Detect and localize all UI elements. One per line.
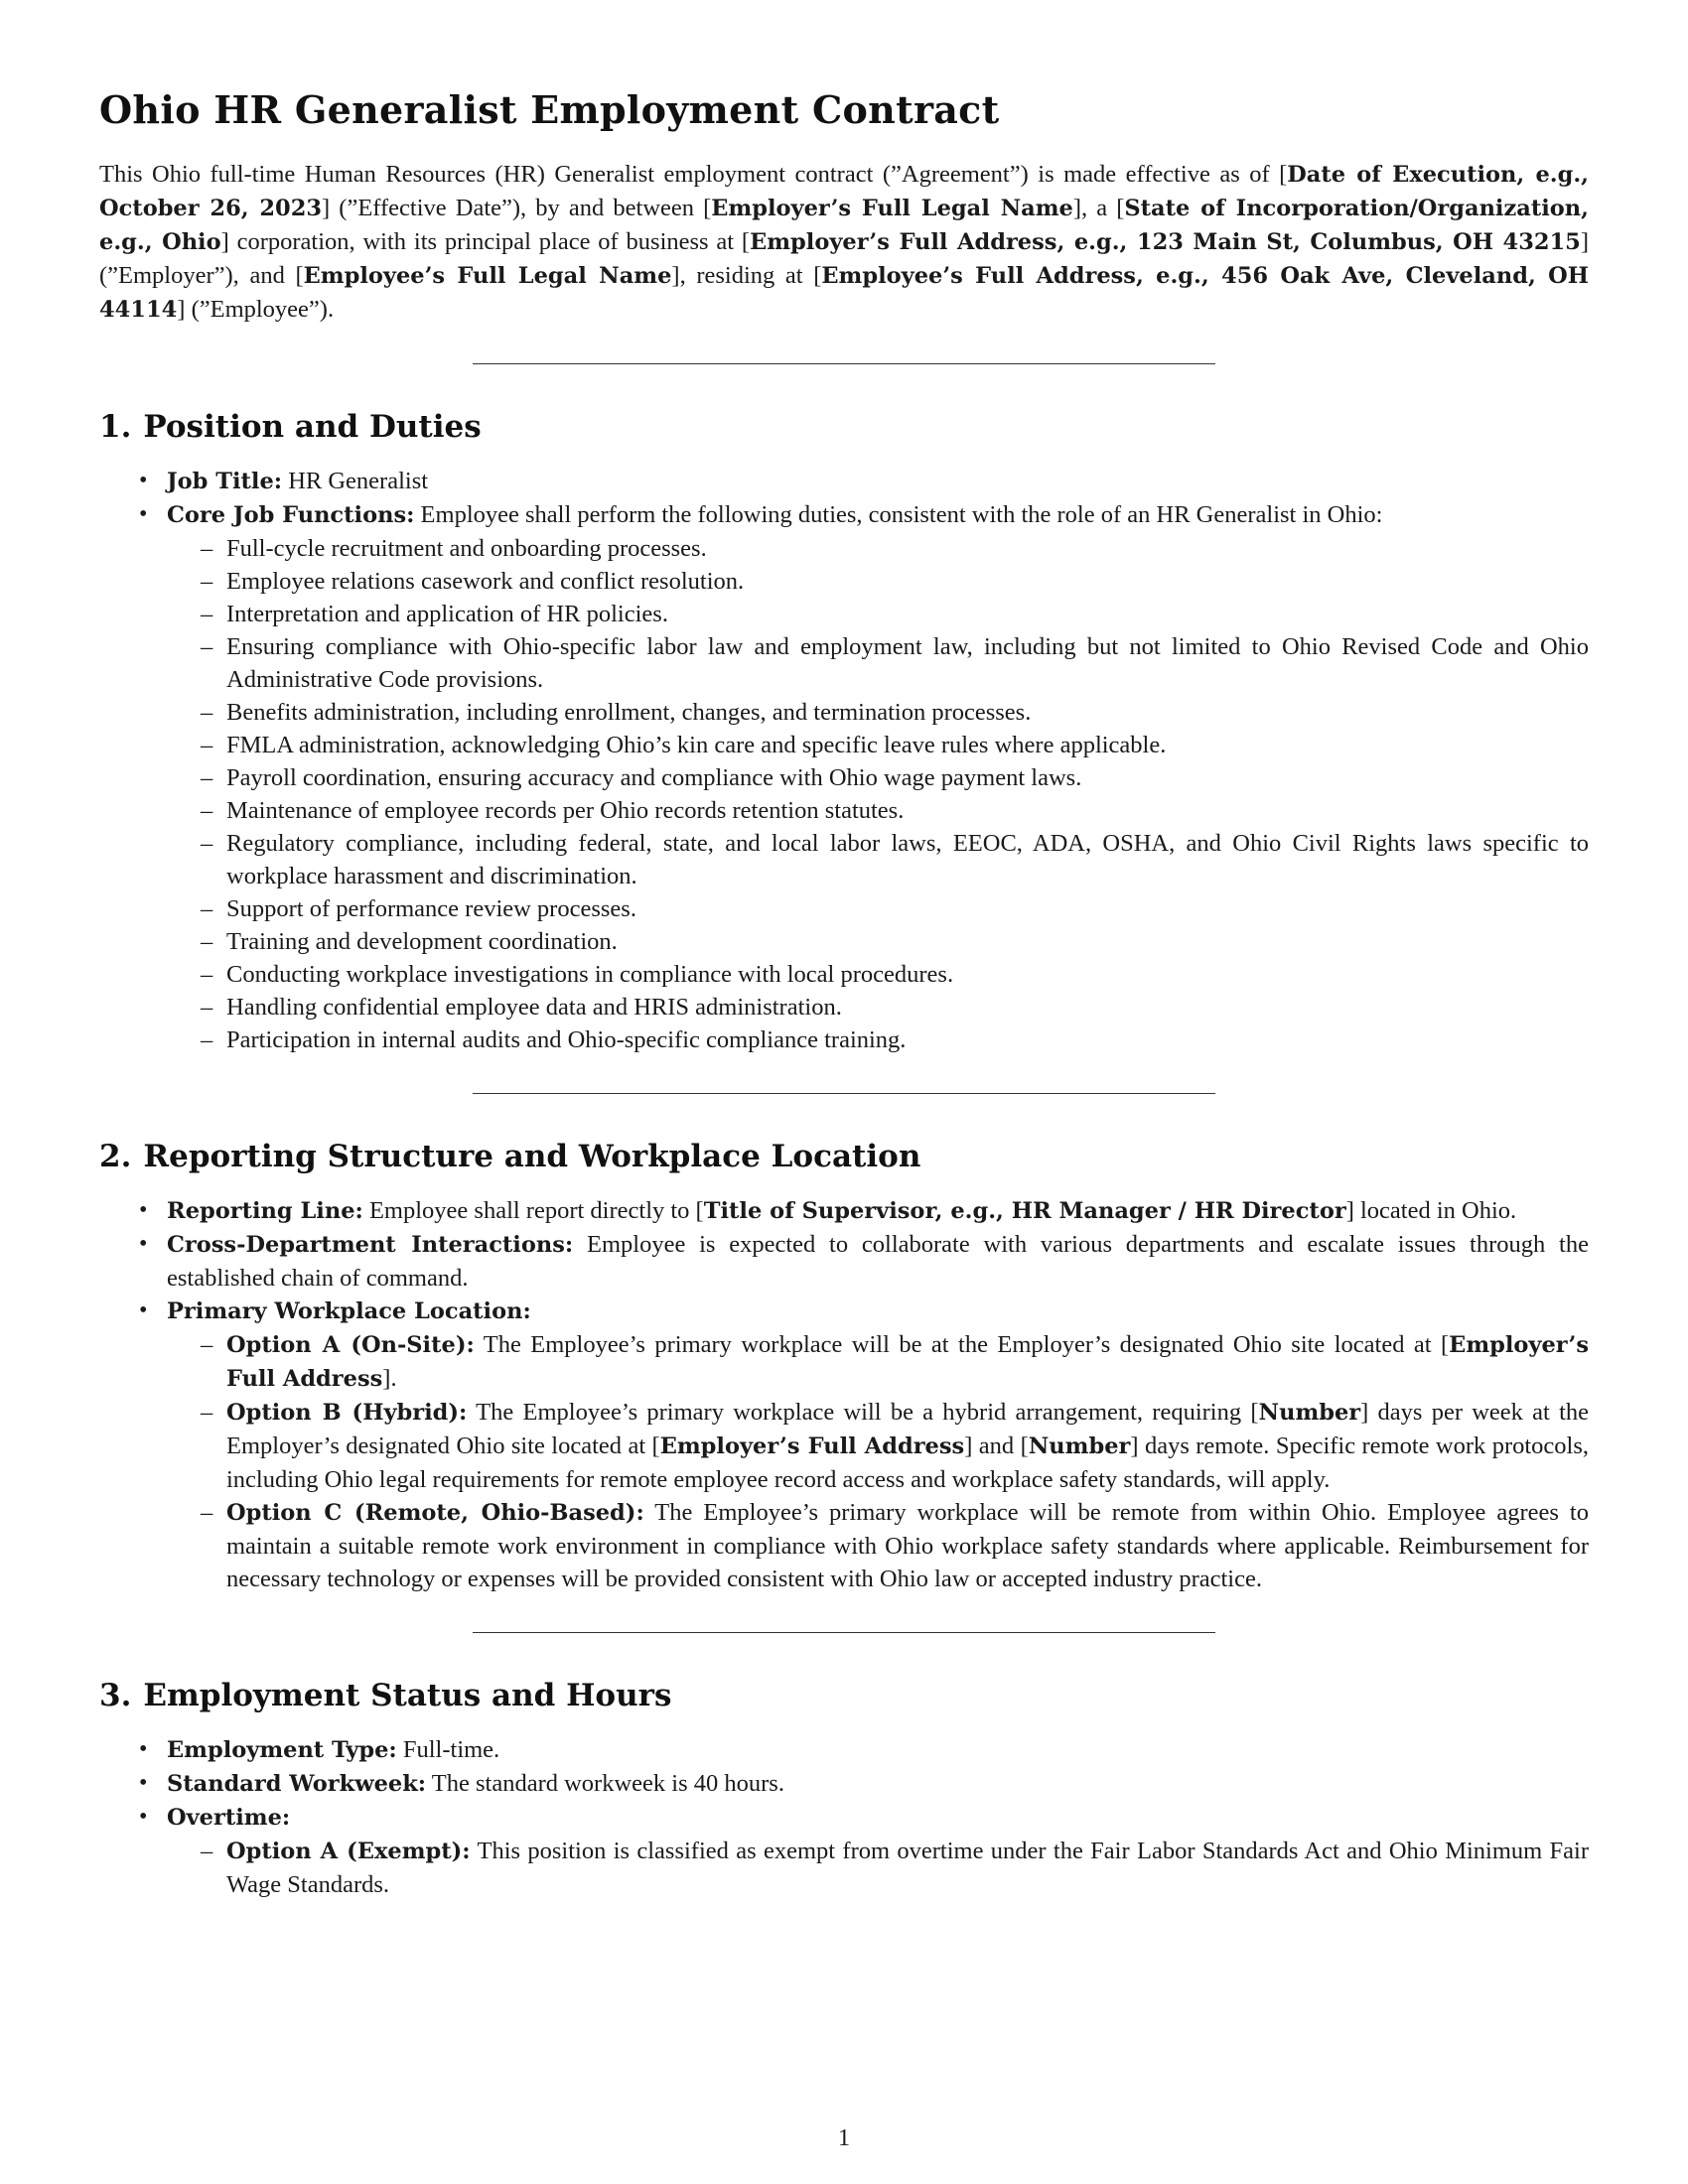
list-item — [99, 1733, 1589, 1767]
duty-item: – Training and development coordination. — [167, 925, 1589, 958]
placeholder-employer-address: Employer’s Full Address, e.g., 123 Main St, Columbus, OH 43215 — [750, 229, 1581, 255]
option-text: ] and [ — [964, 1433, 1029, 1459]
section-number: 2. — [99, 1139, 132, 1174]
item-text: Employee shall report directly to [ — [362, 1197, 704, 1224]
placeholder-employee-address: Employee’s Full Address, e.g., 456 Oak Ave, Cleveland, OH 44114 — [99, 263, 1589, 323]
item-label: Standard Workweek: — [167, 1771, 427, 1797]
section-title: Reporting Structure and Workplace Location — [143, 1139, 921, 1174]
duty-item: – Payroll coordination, ensuring accuracy and compliance with Ohio wage payment laws. — [167, 761, 1589, 794]
duty-item: – Participation in internal audits and Ohio-specific compliance training. — [167, 1024, 1589, 1056]
section-number: 3. — [99, 1678, 132, 1713]
section-number: 1. — [99, 409, 132, 445]
option-label: Option A (Exempt): — [226, 1839, 471, 1864]
page-number: 1 — [837, 2124, 851, 2151]
item-label: Job Title: — [167, 469, 283, 494]
item-text: Full-time. — [396, 1736, 500, 1763]
placeholder-state: State of Incorporation/Organization, e.g., Ohio — [99, 196, 1589, 255]
duty-item: – FMLA administration, acknowledging Ohio’s kin care and specific leave rules where applicable. — [167, 729, 1589, 761]
placeholder-address: Employer’s Full Address — [226, 1332, 1589, 1392]
overtime-options-list — [167, 1835, 1589, 1901]
option-item — [167, 1396, 1589, 1496]
item-label: Reporting Line: — [167, 1198, 363, 1224]
intro-text: ] (”Effective Date”), by and between [ — [322, 195, 712, 221]
intro-text: This Ohio full-time Human Resources (HR) Generalist employment contract (”Agreement”) is made effective as of [ — [99, 161, 1288, 188]
duty-item: – Handling confidential employee data and HRIS administration. — [167, 991, 1589, 1024]
duties-list — [167, 532, 1589, 1056]
placeholder-employer-name: Employer’s Full Legal Name — [711, 196, 1073, 221]
item-label: Cross-Department Interactions: — [167, 1232, 574, 1258]
item-text: HR Generalist — [282, 468, 429, 494]
placeholder-address: Employer’s Full Address — [659, 1433, 965, 1459]
list-item — [99, 1801, 1589, 1901]
section-2-list — [99, 1194, 1589, 1595]
option-item — [167, 1835, 1589, 1901]
item-label: Overtime: — [167, 1805, 291, 1831]
option-text: This position is classified as exempt from overtime under the Fair Labor Standards Act and Ohio Minimum Fair Wage Standards. — [226, 1838, 1590, 1898]
list-item — [99, 1194, 1589, 1228]
item-text: Employee is expected to collaborate with various departments and escalate issues through the established chain of command. — [167, 1231, 1589, 1292]
section-heading-1 — [99, 409, 1589, 445]
duty-item: – Maintenance of employee records per Ohio records retention statutes. — [167, 794, 1589, 827]
duty-item: – Conducting workplace investigations in compliance with local procedures. — [167, 958, 1589, 991]
list-item — [99, 1228, 1589, 1295]
duty-item: – Full-cycle recruitment and onboarding processes. — [167, 532, 1589, 565]
section-3-list — [99, 1733, 1589, 1901]
duty-item: – Ensuring compliance with Ohio-specific labor law and employment law, including but not limited to Ohio Revised Code and Ohio Administrative Code provisions. — [167, 630, 1589, 696]
option-label: Option C (Remote, Ohio-Based): — [226, 1500, 644, 1526]
section-heading-2 — [99, 1139, 1589, 1174]
item-text: Employee shall perform the following duties, consistent with the role of an HR Generalist in Ohio: — [414, 501, 1383, 528]
option-text: ] days remote. Specific remote work protocols, including Ohio legal requirements for remote employee record access and workplace safety standards, will apply. — [226, 1433, 1589, 1493]
section-heading-3 — [99, 1678, 1589, 1713]
option-item — [167, 1328, 1589, 1396]
option-text: The Employee’s primary workplace will be at the Employer’s designated Ohio site located at [ — [474, 1331, 1450, 1358]
placeholder-employee-name: Employee’s Full Legal Name — [303, 263, 672, 289]
item-text: ] located in Ohio. — [1345, 1197, 1517, 1224]
duty-item: – Regulatory compliance, including federal, state, and local labor laws, EEOC, ADA, OSHA, and Ohio Civil Rights laws specific to workplace harassment and discrimination. — [167, 827, 1589, 892]
placeholder-number: Number — [1258, 1400, 1361, 1426]
intro-text: ], residing at [ — [671, 262, 822, 289]
item-text: The standard workweek is 40 hours. — [426, 1770, 784, 1797]
option-text: The Employee’s primary workplace will be remote from within Ohio. Employee agrees to maintain a suitable remote work environment in compliance with Ohio workplace safety standards where applicable. Reimbursement for necessary technology or expenses will be provided consistent with Ohio law or accepted industry practice. — [226, 1499, 1589, 1592]
section-1-list — [99, 465, 1589, 1056]
option-text: ] days per week at the Employer’s designated Ohio site located at [ — [226, 1399, 1590, 1459]
option-label: Option B (Hybrid): — [226, 1400, 468, 1426]
intro-text: ] (”Employer”), and [ — [99, 228, 1589, 289]
intro-text: ] (”Employee”). — [177, 296, 335, 323]
document-page — [99, 87, 1589, 1901]
item-label: Core Job Functions: — [167, 502, 415, 528]
duty-item: – Interpretation and application of HR policies. — [167, 598, 1589, 630]
item-label: Employment Type: — [167, 1737, 397, 1763]
list-item — [99, 1767, 1589, 1801]
option-text: The Employee’s primary workplace will be a hybrid arrangement, requiring [ — [467, 1399, 1259, 1426]
list-item — [99, 498, 1589, 1056]
section-divider — [473, 1093, 1215, 1094]
section-title: Employment Status and Hours — [143, 1678, 672, 1713]
section-divider — [473, 363, 1215, 364]
duty-item: – Benefits administration, including enrollment, changes, and termination processes. — [167, 696, 1589, 729]
placeholder-date: Date of Execution, e.g., October 26, 2023 — [99, 162, 1589, 221]
option-text: ]. — [382, 1365, 397, 1392]
option-label: Option A (On-Site): — [226, 1332, 475, 1358]
intro-text: ] corporation, with its principal place of business at [ — [220, 228, 751, 255]
placeholder-number: Number — [1028, 1433, 1131, 1459]
list-item — [99, 465, 1589, 498]
item-label: Primary Workplace Location: — [167, 1298, 531, 1324]
section-title: Position and Duties — [143, 409, 482, 445]
placeholder-supervisor: Title of Supervisor, e.g., HR Manager / HR Director — [703, 1198, 1346, 1224]
location-options-list — [167, 1328, 1589, 1595]
duty-item: – Employee relations casework and conflict resolution. — [167, 565, 1589, 598]
intro-text: ], a [ — [1072, 195, 1125, 221]
list-item — [99, 1295, 1589, 1595]
option-item — [167, 1496, 1589, 1595]
section-divider — [473, 1632, 1215, 1633]
duty-item: – Support of performance review processes. — [167, 892, 1589, 925]
intro-paragraph — [99, 158, 1589, 327]
document-title: Ohio HR Generalist Employment Contract — [99, 87, 1000, 132]
